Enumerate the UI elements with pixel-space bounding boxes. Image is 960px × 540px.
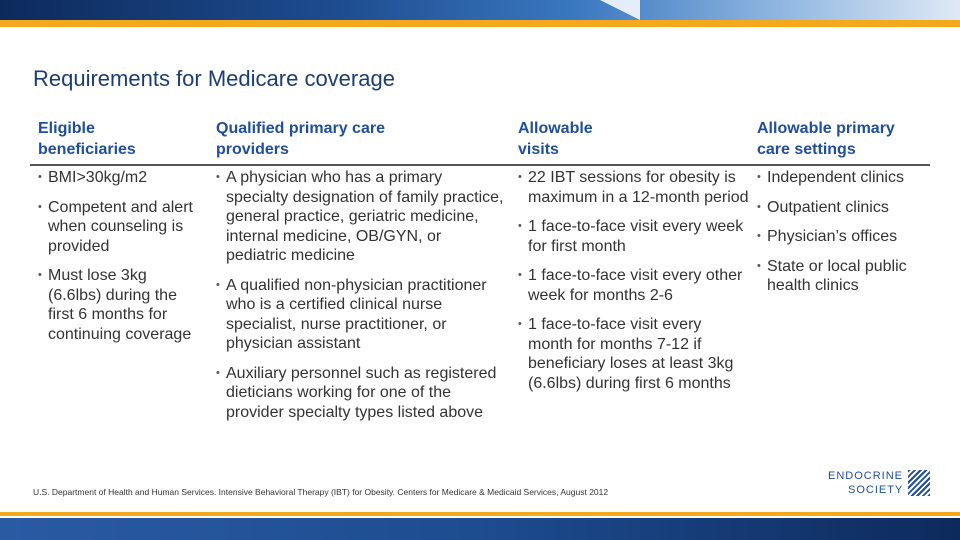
list-item: • Physician’s offices bbox=[757, 227, 932, 247]
logo-line1: ENDOCRINE bbox=[828, 470, 904, 482]
column-qualified-providers bbox=[216, 118, 506, 432]
top-banner bbox=[0, 0, 960, 20]
column-heading: Allowable primary care settings bbox=[757, 120, 895, 158]
bottom-banner bbox=[0, 518, 960, 540]
list-item: • A physician who has a primary specialty designation of family practice, general practice, geriatric medicine, internal medicine, OB/GYN, or pediatric medicine bbox=[216, 168, 506, 266]
list-item: • Must lose 3kg (6.6lbs) during the first 6 months for continuing coverage bbox=[38, 266, 203, 344]
column-list bbox=[757, 168, 932, 296]
column-heading: Eligible beneficiaries bbox=[38, 120, 136, 158]
slide-title: Requirements for Medicare coverage bbox=[33, 66, 395, 91]
list-item: • 1 face-to-face visit every week for first month bbox=[518, 217, 750, 256]
list-item: • Independent clinics bbox=[757, 168, 932, 188]
list-item: • State or local public health clinics bbox=[757, 257, 932, 296]
list-item: • 22 IBT sessions for obesity is maximum in a 12-month period bbox=[518, 168, 750, 207]
column-care-settings bbox=[757, 118, 932, 306]
list-item: • 1 face-to-face visit every other week for months 2-6 bbox=[518, 266, 750, 305]
top-gold-stripe bbox=[0, 20, 960, 27]
bottom-gold-stripe bbox=[0, 512, 960, 516]
logo-line2: SOCIETY bbox=[848, 484, 904, 496]
column-heading: Allowable visits bbox=[518, 120, 593, 158]
column-list bbox=[216, 168, 506, 422]
list-item: • Auxiliary personnel such as registered dieticians working for one of the provider specialty types listed above bbox=[216, 364, 506, 423]
column-eligible-beneficiaries bbox=[38, 118, 203, 354]
citation-footer: U.S. Department of Health and Human Services. Intensive Behavioral Therapy (IBT) for Obesity. Centers for Medicare & Medicaid Services, August 2012 bbox=[33, 487, 609, 497]
column-allowable-visits bbox=[518, 118, 750, 403]
list-item: • Outpatient clinics bbox=[757, 198, 932, 218]
column-list bbox=[38, 168, 203, 344]
logo-mark-icon bbox=[908, 470, 930, 496]
endocrine-society-logo bbox=[828, 468, 932, 498]
list-item: • 1 face-to-face visit every month for months 7-12 if beneficiary loses at least 3kg (6.6lbs) during first 6 months bbox=[518, 315, 750, 393]
top-banner-wedge bbox=[600, 0, 640, 20]
list-item: • A qualified non-physician practitioner who is a certified clinical nurse specialist, nurse practitioner, or physician assistant bbox=[216, 276, 506, 354]
column-heading: Qualified primary care providers bbox=[216, 120, 385, 158]
list-item: • BMI>30kg/m2 bbox=[38, 168, 203, 188]
column-list bbox=[518, 168, 750, 393]
list-item: • Competent and alert when counseling is provided bbox=[38, 198, 203, 257]
